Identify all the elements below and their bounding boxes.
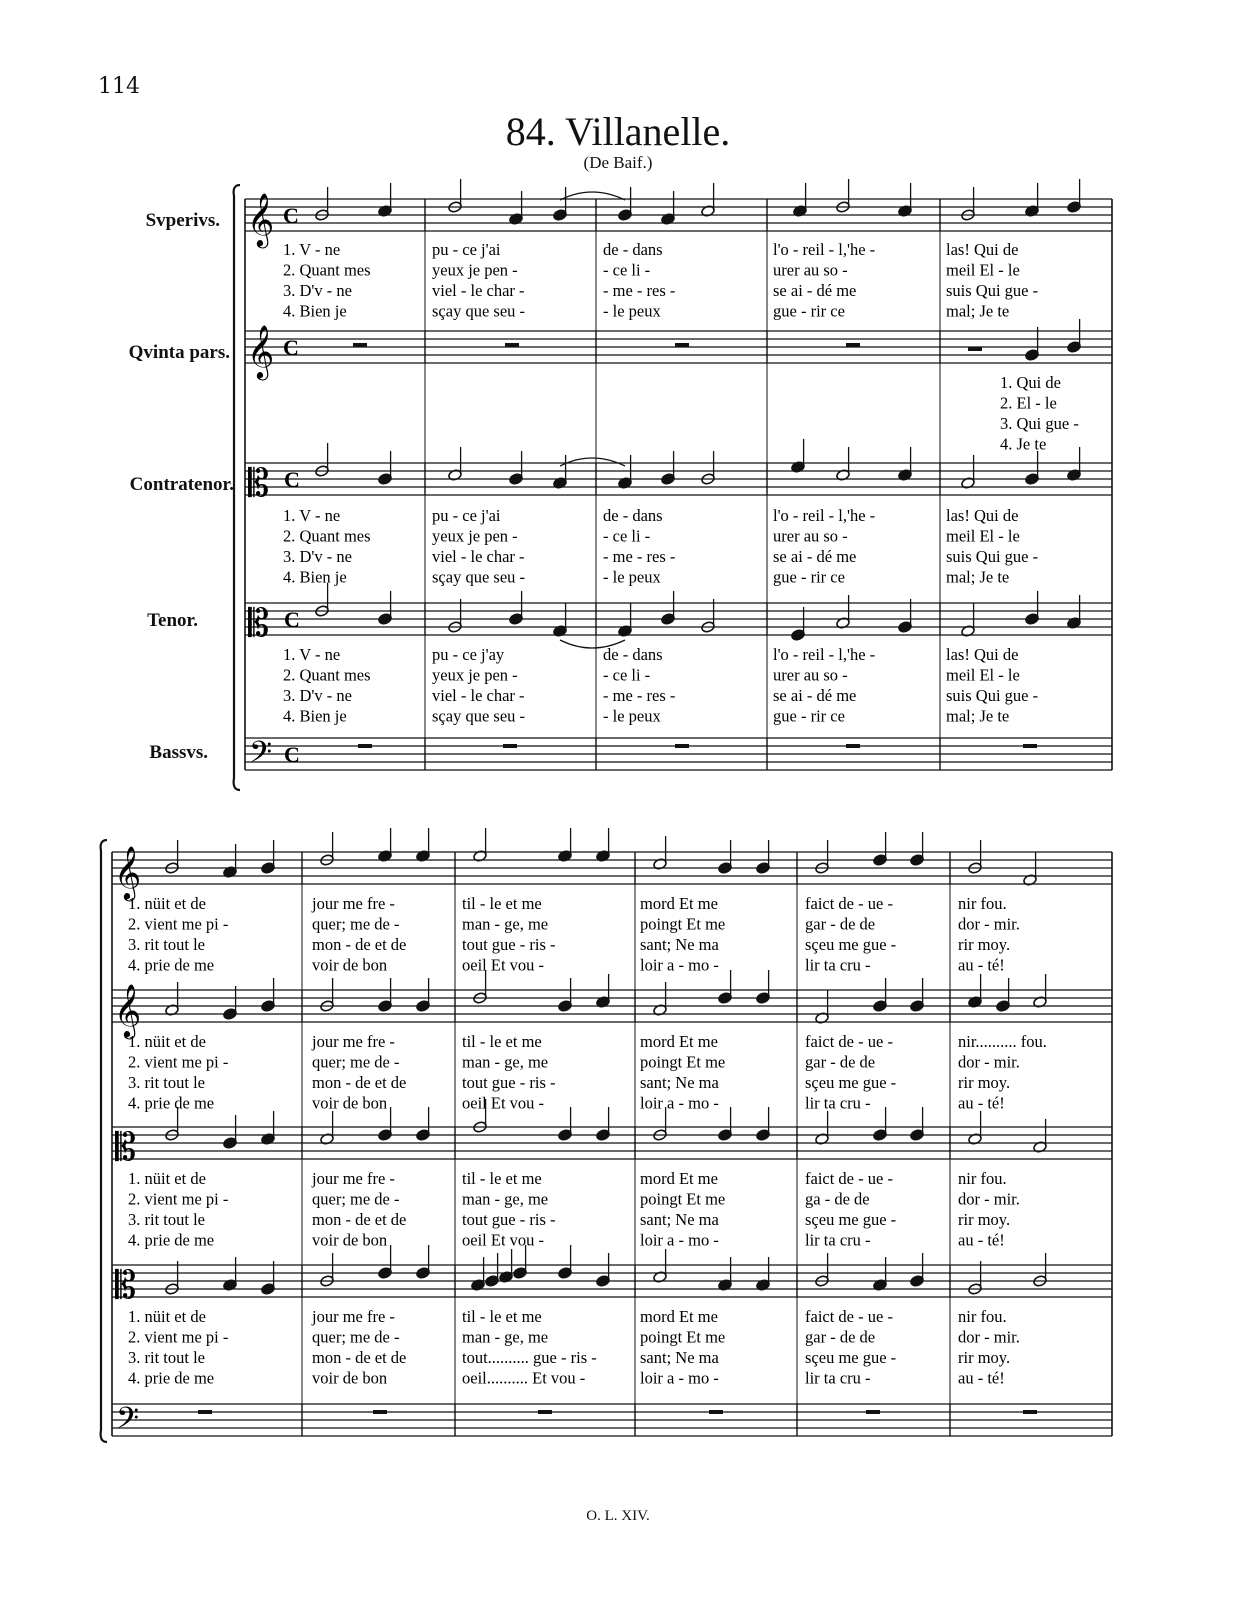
superius-lyric-2: poingt Et me xyxy=(640,914,726,934)
tenor-lyric-2: voir de bon xyxy=(312,1368,388,1388)
tenor-lyric-2: jour me fre - xyxy=(312,1307,395,1326)
tenor-lyric-2: mon - de et de xyxy=(312,1348,407,1367)
contratenor-lyric: viel - le char - xyxy=(432,547,525,566)
superius-lyric: suis Qui gue - xyxy=(946,281,1039,300)
contratenor-clef-2: 𝄡 xyxy=(115,1127,137,1169)
tenor-lyric-2: mord Et me xyxy=(640,1307,718,1326)
tenor-lyric-2: sant; Ne ma xyxy=(640,1348,719,1367)
tenor-lyric-2: 3. rit tout le xyxy=(128,1348,205,1367)
system2-brace xyxy=(101,840,107,1442)
tenor-lyric: 2. Quant mes xyxy=(283,665,371,685)
superius-lyric: urer au so - xyxy=(773,260,848,280)
superius-lyric-2: sant; Ne ma xyxy=(640,935,719,954)
quinta-lyric-2: dor - mir. xyxy=(958,1052,1020,1072)
contratenor-lyric: meil El - le xyxy=(946,526,1020,546)
superius-lyric: de - dans xyxy=(603,240,663,259)
quinta-lyric: 1. Qui de xyxy=(1000,373,1061,392)
tenor-lyric: sçay que seu - xyxy=(432,706,526,726)
contratenor-lyric-2: au - té! xyxy=(958,1230,1005,1250)
voice-label-bassus: Bassvs. xyxy=(149,742,208,763)
contratenor-lyric: - ce li - xyxy=(603,526,651,546)
superius-lyric-2: mord Et me xyxy=(640,894,718,913)
piece-title: 84. Villanelle. xyxy=(505,109,731,154)
superius-lyric-2: rir moy. xyxy=(958,935,1011,954)
contratenor-lyric-2: mon - de et de xyxy=(312,1210,407,1229)
tenor-lyric: 4. Bien je xyxy=(283,706,347,726)
quinta-lyric-2: jour me fre - xyxy=(312,1032,395,1051)
quinta-lyric-2: voir de bon xyxy=(312,1093,388,1113)
tenor-lyric: - ce li - xyxy=(603,665,651,685)
quinta-lyric: 4. Je te xyxy=(1000,434,1047,454)
bassus-rest xyxy=(358,744,372,748)
contratenor-lyric: yeux je pen - xyxy=(432,526,518,546)
voice-label-quinta: Qvinta pars. xyxy=(128,342,230,363)
contratenor-lyric-2: nir fou. xyxy=(958,1169,1007,1188)
contratenor-lyric: l'o - reil - l,'he - xyxy=(773,506,876,525)
superius-lyric: l'o - reil - l,'he - xyxy=(773,240,876,259)
superius-lyric-2: oeil Et vou - xyxy=(462,955,545,975)
superius-lyric-2: til - le et me xyxy=(462,894,542,913)
quinta-lyric-2: sçeu me gue - xyxy=(805,1073,897,1092)
contratenor-lyric-2: lir ta cru - xyxy=(805,1230,871,1250)
tenor-lyric-2: 2. vient me pi - xyxy=(128,1327,229,1347)
contratenor-lyric-2: tout gue - ris - xyxy=(462,1210,556,1229)
superius-clef-2: 𝄞 xyxy=(114,847,142,898)
contratenor-lyric: pu - ce j'ai xyxy=(432,506,501,525)
quinta-rest xyxy=(353,343,367,347)
quinta-lyric-2: au - té! xyxy=(958,1093,1005,1113)
contratenor-lyric: - me - res - xyxy=(603,547,676,566)
quinta-rest xyxy=(675,343,689,347)
piece-subtitle: (De Baif.) xyxy=(583,153,653,172)
quinta-lyric-2: poingt Et me xyxy=(640,1052,726,1072)
superius-lyric-2: 4. prie de me xyxy=(128,955,215,975)
contratenor-lyric-2: loir a - mo - xyxy=(640,1230,719,1250)
contratenor-lyric: sçay que seu - xyxy=(432,567,526,587)
voice-label-tenor: Tenor. xyxy=(147,610,198,631)
contratenor-lyric: las! Qui de xyxy=(946,506,1019,525)
superius-lyric-2: voir de bon xyxy=(312,955,388,975)
superius-time: C xyxy=(283,203,299,228)
bassus-rest xyxy=(1023,744,1037,748)
quinta-lyric-2: lir ta cru - xyxy=(805,1093,871,1113)
contratenor-lyric-2: quer; me de - xyxy=(312,1189,400,1209)
superius-lyric: gue - rir ce xyxy=(773,301,845,321)
tenor-lyric-2: 1. nüit et de xyxy=(128,1307,206,1326)
tenor-lyric-2: tout.......... gue - ris - xyxy=(462,1348,597,1367)
quinta-lyric-2: 4. prie de me xyxy=(128,1093,215,1113)
superius-lyric-2: tout gue - ris - xyxy=(462,935,556,954)
superius-lyric: 2. Quant mes xyxy=(283,260,371,280)
quinta-lyric-2: til - le et me xyxy=(462,1032,542,1051)
superius-lyric-2: 3. rit tout le xyxy=(128,935,205,954)
superius-clef: 𝄞 xyxy=(247,194,275,245)
tenor-lyric-2: man - ge, me xyxy=(462,1327,549,1347)
tenor-lyric: gue - rir ce xyxy=(773,706,845,726)
superius-lyric: yeux je pen - xyxy=(432,260,518,280)
tenor-clef-2: 𝄡 xyxy=(115,1265,137,1307)
quinta-lyric-2: quer; me de - xyxy=(312,1052,400,1072)
contratenor-lyric-2: jour me fre - xyxy=(312,1169,395,1188)
superius-lyric: 4. Bien je xyxy=(283,301,347,321)
tenor-time: C xyxy=(284,607,300,632)
bassus-rest xyxy=(675,744,689,748)
tenor-lyric: 3. D'v - ne xyxy=(283,686,352,705)
bassus-rest-2 xyxy=(1023,1410,1037,1414)
contratenor-tie xyxy=(560,458,625,466)
tenor-lyric-2: poingt Et me xyxy=(640,1327,726,1347)
contratenor-lyric-2: ga - de de xyxy=(805,1189,870,1209)
tenor-lyric-2: lir ta cru - xyxy=(805,1368,871,1388)
superius-lyric-2: dor - mir. xyxy=(958,914,1020,934)
tenor-lyric-2: dor - mir. xyxy=(958,1327,1020,1347)
superius-lyric: sçay que seu - xyxy=(432,301,526,321)
quinta-time: C xyxy=(283,335,299,360)
contratenor-lyric: de - dans xyxy=(603,506,663,525)
contratenor-clef: 𝄡 xyxy=(248,463,270,505)
contratenor-lyric-2: dor - mir. xyxy=(958,1189,1020,1209)
superius-lyric-2: gar - de de xyxy=(805,914,876,934)
contratenor-lyric: 4. Bien je xyxy=(283,567,347,587)
tenor-lyric-2: au - té! xyxy=(958,1368,1005,1388)
quinta-lyric-2: mon - de et de xyxy=(312,1073,407,1092)
tenor-lyric-2: 4. prie de me xyxy=(128,1368,215,1388)
footer-signature: O. L. XIV. xyxy=(586,1508,650,1524)
tenor-lyric-2: quer; me de - xyxy=(312,1327,400,1347)
contratenor-time: C xyxy=(284,467,300,492)
tenor-lyric-2: sçeu me gue - xyxy=(805,1348,897,1367)
bassus-clef: 𝄢 xyxy=(249,736,273,776)
superius-lyric: pu - ce j'ai xyxy=(432,240,501,259)
quinta-lyric-2: faict de - ue - xyxy=(805,1032,893,1051)
quinta-lyric-2: sant; Ne ma xyxy=(640,1073,719,1092)
quinta-lyric-2: oeil Et vou - xyxy=(462,1093,545,1113)
contratenor-lyric-2: 3. rit tout le xyxy=(128,1210,205,1229)
quinta-lyric-2: nir.......... fou. xyxy=(958,1032,1047,1051)
superius-lyric-2: lir ta cru - xyxy=(805,955,871,975)
tenor-lyric-2: faict de - ue - xyxy=(805,1307,893,1326)
contratenor-lyric: 2. Quant mes xyxy=(283,526,371,546)
quinta-lyric-2: gar - de de xyxy=(805,1052,876,1072)
contratenor-lyric: gue - rir ce xyxy=(773,567,845,587)
contratenor-lyric: 3. D'v - ne xyxy=(283,547,352,566)
superius-lyric: - me - res - xyxy=(603,281,676,300)
contratenor-lyric-2: 1. nüit et de xyxy=(128,1169,206,1188)
contratenor-lyric-2: til - le et me xyxy=(462,1169,542,1188)
tenor-lyric: suis Qui gue - xyxy=(946,686,1039,705)
contratenor-lyric-2: sçeu me gue - xyxy=(805,1210,897,1229)
voice-label-superius: Svperivs. xyxy=(145,210,220,231)
contratenor-lyric-2: voir de bon xyxy=(312,1230,388,1250)
quinta-rest xyxy=(846,343,860,347)
tenor-lyric: meil El - le xyxy=(946,665,1020,685)
superius-lyric-2: man - ge, me xyxy=(462,914,549,934)
tenor-lyric-2: nir fou. xyxy=(958,1307,1007,1326)
tenor-lyric: 1. V - ne xyxy=(283,645,341,664)
superius-lyric: 1. V - ne xyxy=(283,240,341,259)
tenor-lyric-2: rir moy. xyxy=(958,1348,1011,1367)
superius-lyric-2: au - té! xyxy=(958,955,1005,975)
contratenor-lyric-2: 2. vient me pi - xyxy=(128,1189,229,1209)
contratenor-lyric: se ai - dé me xyxy=(773,547,857,566)
tenor-lyric: l'o - reil - l,'he - xyxy=(773,645,876,664)
bassus-clef-2: 𝄢 xyxy=(116,1402,140,1442)
bassus-rest xyxy=(503,744,517,748)
superius-lyric: - ce li - xyxy=(603,260,651,280)
bassus-rest-2 xyxy=(866,1410,880,1414)
quinta-lyric: 3. Qui gue - xyxy=(1000,414,1079,433)
tenor-lyric-2: gar - de de xyxy=(805,1327,876,1347)
contratenor-lyric: suis Qui gue - xyxy=(946,547,1039,566)
contratenor-lyric-2: sant; Ne ma xyxy=(640,1210,719,1229)
quinta-lyric-2: tout gue - ris - xyxy=(462,1073,556,1092)
tenor-lyric: urer au so - xyxy=(773,665,848,685)
quinta-lyric-2: man - ge, me xyxy=(462,1052,549,1072)
tenor-lyric: mal; Je te xyxy=(946,706,1010,726)
bassus-rest-2 xyxy=(198,1410,212,1414)
contratenor-lyric: mal; Je te xyxy=(946,567,1010,587)
page-number: 114 xyxy=(98,74,140,99)
superius-lyric: se ai - dé me xyxy=(773,281,857,300)
bassus-rest-2 xyxy=(538,1410,552,1414)
quinta-lyric-2: loir a - mo - xyxy=(640,1093,719,1113)
quinta-rest xyxy=(968,347,982,351)
quinta-lyric-2: mord Et me xyxy=(640,1032,718,1051)
superius-lyric-2: faict de - ue - xyxy=(805,894,893,913)
tenor-lyric: las! Qui de xyxy=(946,645,1019,664)
tenor-lyric-2: til - le et me xyxy=(462,1307,542,1326)
contratenor-lyric-2: poingt Et me xyxy=(640,1189,726,1209)
superius-lyric-2: nir fou. xyxy=(958,894,1007,913)
bassus-rest-2 xyxy=(373,1410,387,1414)
superius-lyric: las! Qui de xyxy=(946,240,1019,259)
quinta-clef-2: 𝄞 xyxy=(114,985,142,1036)
quinta-rest xyxy=(505,343,519,347)
superius-lyric-2: 2. vient me pi - xyxy=(128,914,229,934)
contratenor-lyric: - le peux xyxy=(603,567,661,587)
quinta-lyric: 2. El - le xyxy=(1000,393,1057,413)
contratenor-lyric-2: rir moy. xyxy=(958,1210,1011,1229)
tenor-lyric: yeux je pen - xyxy=(432,665,518,685)
tenor-clef: 𝄡 xyxy=(248,603,270,645)
superius-lyric-2: 1. nüit et de xyxy=(128,894,206,913)
tenor-lyric: de - dans xyxy=(603,645,663,664)
quinta-lyric-2: 2. vient me pi - xyxy=(128,1052,229,1072)
contratenor-lyric-2: faict de - ue - xyxy=(805,1169,893,1188)
bassus-time: C xyxy=(284,742,300,767)
tenor-lyric: pu - ce j'ay xyxy=(432,645,505,664)
bassus-rest xyxy=(846,744,860,748)
tenor-lyric-2: oeil.......... Et vou - xyxy=(462,1368,586,1388)
tenor-lyric: - le peux xyxy=(603,706,661,726)
system1-brace xyxy=(234,185,240,790)
superius-lyric-2: loir a - mo - xyxy=(640,955,719,975)
tenor-lyric: viel - le char - xyxy=(432,686,525,705)
contratenor-lyric: 1. V - ne xyxy=(283,506,341,525)
contratenor-lyric: urer au so - xyxy=(773,526,848,546)
quinta-lyric-2: rir moy. xyxy=(958,1073,1011,1092)
quinta-lyric-2: 3. rit tout le xyxy=(128,1073,205,1092)
contratenor-lyric-2: mord Et me xyxy=(640,1169,718,1188)
superius-lyric: - le peux xyxy=(603,301,661,321)
superius-lyric: meil El - le xyxy=(946,260,1020,280)
tenor-lyric: se ai - dé me xyxy=(773,686,857,705)
voice-label-contratenor: Contratenor. xyxy=(129,474,234,495)
superius-lyric-2: quer; me de - xyxy=(312,914,400,934)
superius-lyric-2: sçeu me gue - xyxy=(805,935,897,954)
bassus-rest-2 xyxy=(709,1410,723,1414)
superius-lyric-2: mon - de et de xyxy=(312,935,407,954)
contratenor-lyric-2: man - ge, me xyxy=(462,1189,549,1209)
contratenor-lyric-2: 4. prie de me xyxy=(128,1230,215,1250)
superius-lyric: mal; Je te xyxy=(946,301,1010,321)
superius-lyric-2: jour me fre - xyxy=(312,894,395,913)
quinta-lyric-2: 1. nüit et de xyxy=(128,1032,206,1051)
contratenor-lyric-2: oeil Et vou - xyxy=(462,1230,545,1250)
quinta-clef: 𝄞 xyxy=(247,326,275,377)
tenor-lyric-2: loir a - mo - xyxy=(640,1368,719,1388)
tenor-lyric: - me - res - xyxy=(603,686,676,705)
superius-lyric: 3. D'v - ne xyxy=(283,281,352,300)
superius-lyric: viel - le char - xyxy=(432,281,525,300)
